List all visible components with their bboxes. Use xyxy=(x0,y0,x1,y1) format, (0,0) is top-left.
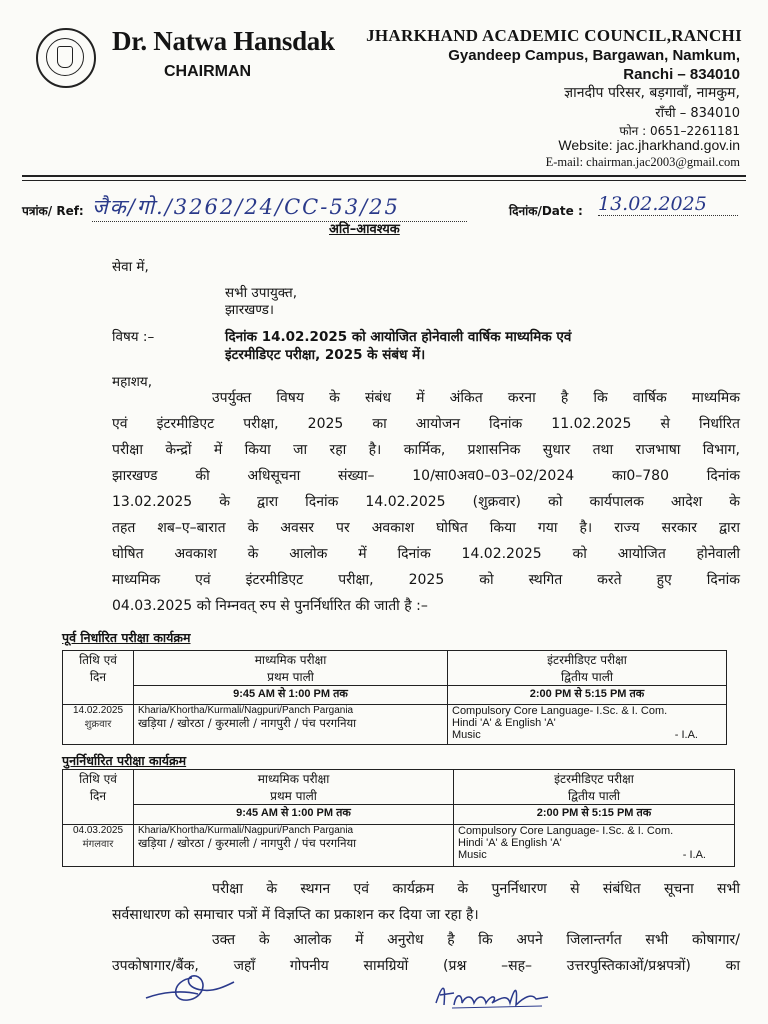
header-date-day: तिथि एवं दिन xyxy=(63,651,134,705)
subject-label: विषय :– xyxy=(112,329,155,345)
ref-number: जैक/गो./3262/24/CC-53/25 xyxy=(92,193,467,222)
chairman-name: Dr. Natwa Hansdak xyxy=(112,26,335,56)
paragraph-line: सर्वसाधारण को समाचार पत्रों में विज्ञप्ति का प्रकाशन कर दिया जा रहा है। xyxy=(112,907,479,923)
council-seal-logo xyxy=(36,28,96,88)
chairman-title: CHAIRMAN xyxy=(164,63,252,80)
phone-number: फोन : 0651–2261181 xyxy=(619,124,740,138)
inter-timing: 2:00 PM से 5:15 PM तक xyxy=(454,805,735,825)
section-title-rescheduled: पुनर्निर्धारित परीक्षा कार्यक्रम xyxy=(62,753,187,768)
recipient-line-1: सभी उपायुक्त, xyxy=(225,285,298,301)
hindi-address-line-1: ज्ञानदीप परिसर, बड़गावाँ, नामकुम, xyxy=(564,85,740,101)
paragraph-line: घोषित अवकाश के आलोक में दिनांक 14.02.2025 को आयोजित होनेवाली xyxy=(112,546,740,562)
address-line-2: Ranchi – 834010 xyxy=(623,66,740,83)
paragraph-line: उपर्युक्त विषय के संबंध में अंकित करना है कि वार्षिक माध्यमिक xyxy=(212,390,740,406)
hindi-address-line-2: राँची – 834010 xyxy=(655,106,740,121)
paragraph-line: 04.03.2025 को निम्नवत् रुप से पुनर्निर्धारित की जाती है :– xyxy=(112,598,428,614)
paragraph-line: 13.02.2025 के द्वारा दिनांक 14.02.2025 (शुक्रवार) को कार्यपालक आदेश के xyxy=(112,494,740,510)
matric-timing: 9:45 AM से 1:00 PM तक xyxy=(134,686,448,705)
paragraph-line: उपकोषागार/बैंक, जहाँ गोपनीय सामग्रियों (प्रश्न –सह– उत्तरपुस्तिकाओं/प्रश्नपत्रों) का xyxy=(112,958,740,974)
greeting: महाशय, xyxy=(112,374,153,390)
notice-paragraph xyxy=(112,876,740,928)
email: E-mail: chairman.jac2003@gmail.com xyxy=(545,155,740,169)
main-paragraph xyxy=(112,385,740,619)
header-divider-thin xyxy=(22,180,746,181)
initials-signature xyxy=(142,968,238,1008)
paragraph-line: एवं इंटरमीडिएट परीक्षा, 2025 का आयोजन दिनांक 11.02.2025 से निर्धारित xyxy=(112,416,740,432)
matric-subjects: Kharia/Khortha/Kurmali/Nagpuri/Panch Pargania खड़िया / खोरठा / कुरमाली / नागपुरी / पंच परगनिया xyxy=(134,705,448,745)
subject-line-1: दिनांक 14.02.2025 को आयोजित होनेवाली वार्षिक माध्यमिक एवं xyxy=(225,329,572,345)
header-date-day: तिथि एवं दिन xyxy=(63,770,134,825)
paragraph-line: तहत शब–ए–बारात के अवसर पर अवकाश घोषित किया गया है। राज्य सरकार द्वारा xyxy=(112,520,740,536)
row-date: 14.02.2025 शुक्रवार xyxy=(63,705,134,745)
recipient-line-2: झारखण्ड। xyxy=(225,302,275,318)
paragraph-line: माध्यमिक एवं इंटरमीडिएट परीक्षा, 2025 को स्थगित करते हुए दिनांक xyxy=(112,572,740,588)
header-matric: माध्यमिक परीक्षा प्रथम पाली xyxy=(134,651,448,686)
paragraph-line: परीक्षा केन्द्रों में किया जा रहा है। कार्मिक, प्रशासनिक सुधार तथा राजभाषा विभाग, xyxy=(112,442,740,458)
chairman-signature xyxy=(432,975,552,1011)
row-date: 04.03.2025 मंगलवार xyxy=(63,825,134,867)
inter-subjects: Compulsory Core Language- I.Sc. & I. Com. Hindi 'A' & English 'A' Music - I.A. xyxy=(454,825,735,867)
date-label: दिनांक/Date : xyxy=(509,204,583,218)
salutation-to: सेवा में, xyxy=(112,259,149,275)
ref-label: पत्रांक/ Ref: xyxy=(22,204,84,218)
header-divider-thick xyxy=(22,175,746,177)
paragraph-line: झारखण्ड की अधिसूचना संख्या– 10/सा0अव0–03–02/2024 का0–780 दिनांक xyxy=(112,468,740,484)
paragraph-line: उक्त के आलोक में अनुरोध है कि अपने जिलान्तर्गत सभी कोषागार/ xyxy=(212,932,740,948)
urgent-heading: अति–आवश्यक xyxy=(329,222,400,237)
inter-subjects: Compulsory Core Language- I.Sc. & I. Com. Hindi 'A' & English 'A' Music - I.A. xyxy=(448,705,727,745)
website: Website: jac.jharkhand.gov.in xyxy=(558,137,740,153)
header-inter: इंटरमीडिएट परीक्षा द्वितीय पाली xyxy=(454,770,735,805)
council-name: JHARKHAND ACADEMIC COUNCIL,RANCHI xyxy=(366,26,742,45)
inter-timing: 2:00 PM से 5:15 PM तक xyxy=(448,686,727,705)
letter-date: 13.02.2025 xyxy=(598,193,738,216)
subject-line-2: इंटरमीडिएट परीक्षा, 2025 के संबंध में। xyxy=(225,347,426,363)
section-title-original-schedule: पूर्व निर्धारित परीक्षा कार्यक्रम xyxy=(62,630,191,645)
address-line-1: Gyandeep Campus, Bargawan, Namkum, xyxy=(448,47,740,64)
header-matric: माध्यमिक परीक्षा प्रथम पाली xyxy=(134,770,454,805)
original-schedule-table xyxy=(62,650,727,745)
matric-timing: 9:45 AM से 1:00 PM तक xyxy=(134,805,454,825)
rescheduled-table xyxy=(62,769,735,867)
paragraph-line: परीक्षा के स्थगन एवं कार्यक्रम के पुनर्निधारण से संबंधित सूचना सभी xyxy=(212,881,740,897)
header-inter: इंटरमीडिएट परीक्षा द्वितीय पाली xyxy=(448,651,727,686)
matric-subjects: Kharia/Khortha/Kurmali/Nagpuri/Panch Pargania खड़िया / खोरठा / कुरमाली / नागपुरी / पंच परगनिया xyxy=(134,825,454,867)
